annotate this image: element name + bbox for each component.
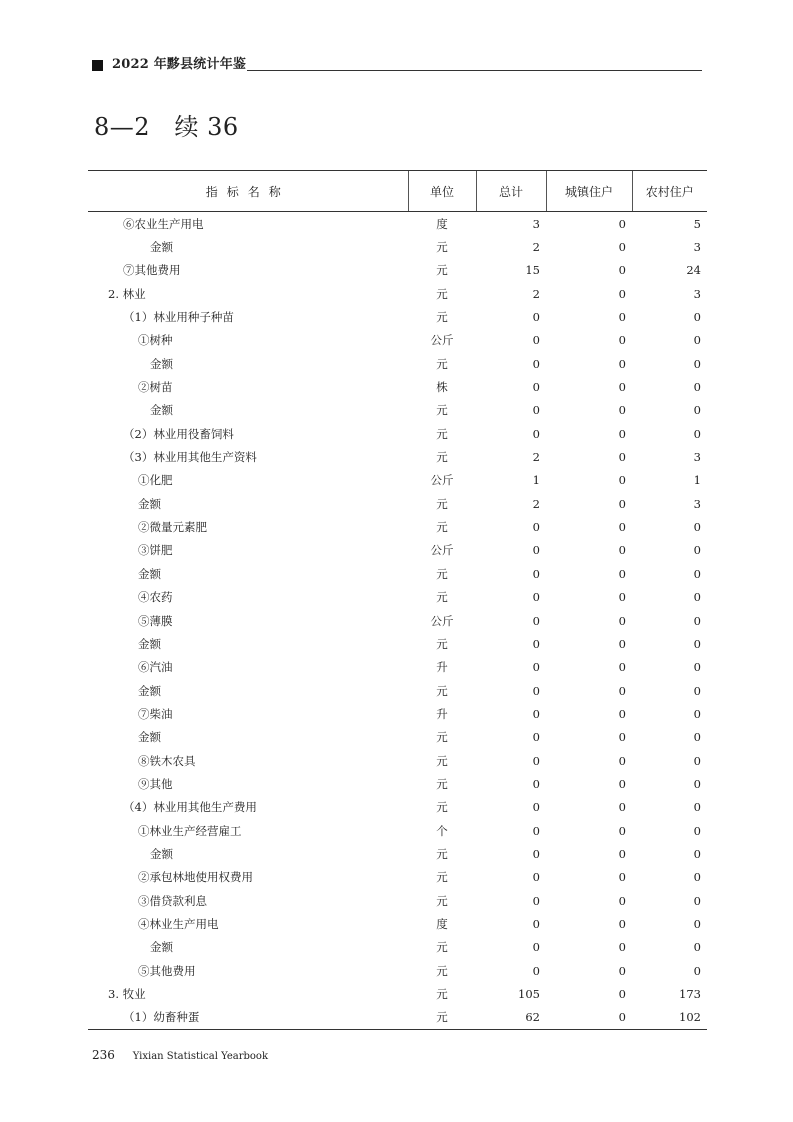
row-rural: 0 [693, 753, 701, 768]
row-unit: 元 [436, 730, 448, 745]
row-rural: 173 [679, 987, 701, 1002]
row-total: 0 [532, 776, 540, 791]
row-urban: 0 [618, 730, 626, 745]
row-rural: 1 [693, 473, 701, 488]
row-name: ⑦其他费用 [123, 263, 181, 278]
row-unit: 元 [436, 590, 448, 605]
row-unit: 公斤 [430, 613, 454, 628]
row-name: ①林业生产经营雇工 [138, 823, 242, 838]
footer-yearbook-name: Yixian Statistical Yearbook [132, 1051, 269, 1062]
row-urban: 0 [618, 916, 626, 931]
row-urban: 0 [618, 987, 626, 1002]
row-name: ④林业生产用电 [138, 916, 219, 931]
row-urban: 0 [618, 706, 626, 721]
column-header-indicator: 指标名称 [88, 171, 408, 212]
row-urban: 0 [618, 520, 626, 535]
row-rural: 0 [693, 613, 701, 628]
row-total: 2 [532, 450, 540, 465]
row-urban: 0 [618, 823, 626, 838]
row-rural: 0 [693, 543, 701, 558]
row-urban: 0 [618, 263, 626, 278]
row-total: 62 [476, 1006, 546, 1030]
row-unit: 元 [436, 450, 448, 465]
row-total: 0 [532, 963, 540, 978]
table-row [88, 936, 707, 959]
row-urban: 0 [618, 496, 626, 511]
row-urban: 0 [618, 543, 626, 558]
table-row [88, 609, 707, 632]
table-row [88, 586, 707, 609]
row-unit: 元 [436, 426, 448, 441]
row-urban: 0 [618, 566, 626, 581]
row-urban: 0 [618, 846, 626, 861]
row-total: 0 [532, 613, 540, 628]
row-total: 0 [532, 660, 540, 675]
table-row [88, 1006, 707, 1030]
row-rural: 5 [693, 216, 701, 231]
row-rural: 0 [693, 800, 701, 815]
row-name: 金额 [150, 356, 173, 371]
table-row [88, 656, 707, 679]
table-row [88, 562, 707, 585]
row-unit: 元 [436, 520, 448, 535]
table-title: 8—2 续 36 [94, 113, 239, 141]
row-rural: 0 [693, 356, 701, 371]
row-name: 2. 林业 [108, 286, 146, 301]
row-urban: 0 [618, 450, 626, 465]
row-urban: 0 [618, 426, 626, 441]
square-bullet-icon [92, 60, 103, 71]
row-unit: 元 [436, 636, 448, 651]
row-rural: 0 [693, 566, 701, 581]
column-header-rural: 农村住户 [632, 171, 707, 212]
row-name: （2）林业用役畜饲料 [123, 426, 234, 441]
table-row [88, 352, 707, 375]
row-unit: 升 [436, 660, 448, 675]
row-urban: 0 [618, 893, 626, 908]
row-total: 2 [532, 286, 540, 301]
row-unit: 元 [436, 286, 448, 301]
row-total: 0 [532, 566, 540, 581]
row-unit: 公斤 [430, 473, 454, 488]
row-name: ②树苗 [138, 380, 173, 395]
row-name: ⑨其他 [138, 776, 173, 791]
table-row [88, 796, 707, 819]
row-total: 0 [532, 426, 540, 441]
table-row [88, 679, 707, 702]
row-urban: 0 [618, 380, 626, 395]
table-row [88, 445, 707, 468]
row-unit: 元 [436, 753, 448, 768]
row-name: 金额 [150, 846, 173, 861]
row-total: 0 [532, 356, 540, 371]
row-urban: 0 [618, 403, 626, 418]
table-row [88, 819, 707, 842]
row-unit: 元 [436, 496, 448, 511]
row-total: 0 [532, 520, 540, 535]
row-name: （3）林业用其他生产资料 [123, 450, 257, 465]
header-rule [247, 70, 702, 71]
row-name: （1）幼畜种蛋 [88, 1006, 408, 1030]
row-total: 3 [532, 216, 540, 231]
table-row [88, 259, 707, 282]
row-urban: 0 [618, 216, 626, 231]
row-name: ③借贷款利息 [138, 893, 207, 908]
row-unit: 度 [436, 216, 448, 231]
row-total: 0 [532, 870, 540, 885]
page-number: 236 [92, 1048, 115, 1062]
table-row [88, 539, 707, 562]
row-urban: 0 [618, 940, 626, 955]
table-row [88, 212, 707, 236]
row-urban: 0 [618, 636, 626, 651]
column-header-unit: 单位 [408, 171, 476, 212]
row-name: ⑧铁木农具 [138, 753, 196, 768]
row-unit: 元 [436, 403, 448, 418]
table-row [88, 702, 707, 725]
row-rural: 0 [693, 706, 701, 721]
row-total: 0 [532, 543, 540, 558]
row-unit: 公斤 [430, 333, 454, 348]
row-rural: 3 [693, 450, 701, 465]
row-urban: 0 [618, 963, 626, 978]
row-name: ②承包林地使用权费用 [138, 870, 253, 885]
row-rural: 24 [686, 263, 701, 278]
row-name: ③饼肥 [138, 543, 173, 558]
row-total: 2 [532, 496, 540, 511]
row-name: ②微量元素肥 [138, 520, 207, 535]
row-unit: 度 [436, 916, 448, 931]
row-total: 0 [532, 730, 540, 745]
row-name: ④农药 [138, 590, 173, 605]
row-rural: 0 [693, 683, 701, 698]
row-name: 金额 [150, 403, 173, 418]
row-total: 0 [532, 590, 540, 605]
row-total: 0 [532, 940, 540, 955]
row-unit: 元 [436, 310, 448, 325]
table-row [88, 422, 707, 445]
statistics-table [88, 170, 707, 1030]
row-total: 15 [525, 263, 540, 278]
row-name: 金额 [138, 636, 161, 651]
row-urban: 0 [618, 240, 626, 255]
row-total: 0 [532, 893, 540, 908]
table-row [88, 982, 707, 1005]
row-rural: 102 [632, 1006, 707, 1030]
table-row [88, 282, 707, 305]
table-row [88, 399, 707, 422]
row-rural: 0 [693, 403, 701, 418]
row-unit: 元 [436, 356, 448, 371]
row-name: ⑥汽油 [138, 660, 173, 675]
row-total: 0 [532, 333, 540, 348]
row-total: 0 [532, 823, 540, 838]
row-total: 0 [532, 403, 540, 418]
row-rural: 0 [693, 333, 701, 348]
table-header-row [88, 171, 707, 212]
row-name: 金额 [138, 730, 161, 745]
row-unit: 元 [436, 963, 448, 978]
row-total: 2 [532, 240, 540, 255]
row-total: 0 [532, 706, 540, 721]
row-rural: 0 [693, 916, 701, 931]
row-rural: 0 [693, 520, 701, 535]
table-row [88, 305, 707, 328]
row-rural: 0 [693, 426, 701, 441]
running-header [92, 57, 702, 77]
row-unit: 个 [436, 823, 448, 838]
row-rural: 0 [693, 870, 701, 885]
row-rural: 0 [693, 310, 701, 325]
row-rural: 0 [693, 846, 701, 861]
row-name: ①化肥 [138, 473, 173, 488]
table-row [88, 492, 707, 515]
row-unit: 元 [436, 776, 448, 791]
row-urban: 0 [618, 776, 626, 791]
table-row [88, 772, 707, 795]
table-row [88, 632, 707, 655]
table-row [88, 889, 707, 912]
table-body [88, 212, 707, 1030]
row-name: 3. 牧业 [108, 987, 146, 1002]
row-rural: 0 [693, 636, 701, 651]
row-name: ①树种 [138, 333, 173, 348]
row-name: ⑥农业生产用电 [123, 216, 204, 231]
row-unit: 公斤 [430, 543, 454, 558]
row-unit: 元 [436, 870, 448, 885]
row-total: 0 [532, 916, 540, 931]
row-urban: 0 [618, 356, 626, 371]
row-urban: 0 [618, 473, 626, 488]
row-name: ⑤薄膜 [138, 613, 173, 628]
row-total: 0 [532, 753, 540, 768]
table-row [88, 469, 707, 492]
row-total: 105 [518, 987, 540, 1002]
table-row [88, 749, 707, 772]
row-total: 0 [532, 800, 540, 815]
row-name: 金额 [138, 496, 161, 511]
column-header-total: 总计 [476, 171, 546, 212]
row-rural: 0 [693, 893, 701, 908]
row-rural: 0 [693, 823, 701, 838]
table-row [88, 912, 707, 935]
row-name: 金额 [138, 683, 161, 698]
row-unit: 元 [436, 683, 448, 698]
row-unit: 株 [436, 380, 448, 395]
row-unit: 元 [436, 846, 448, 861]
table-row [88, 726, 707, 749]
table-row [88, 866, 707, 889]
row-rural: 3 [693, 286, 701, 301]
row-urban: 0 [618, 613, 626, 628]
row-name: 金额 [150, 940, 173, 955]
row-total: 0 [532, 636, 540, 651]
column-header-urban: 城镇住户 [546, 171, 632, 212]
table-row [88, 959, 707, 982]
page-footer [92, 1048, 268, 1064]
row-total: 0 [532, 310, 540, 325]
row-name: （1）林业用种子种苗 [123, 310, 234, 325]
row-unit: 元 [436, 893, 448, 908]
table-row [88, 842, 707, 865]
row-unit: 元 [436, 263, 448, 278]
row-urban: 0 [618, 870, 626, 885]
row-urban: 0 [618, 753, 626, 768]
row-unit: 元 [436, 940, 448, 955]
row-unit: 元 [408, 1006, 476, 1030]
row-total: 0 [532, 380, 540, 395]
row-urban: 0 [618, 310, 626, 325]
row-name: ⑤其他费用 [138, 963, 196, 978]
row-urban: 0 [546, 1006, 632, 1030]
row-unit: 元 [436, 566, 448, 581]
row-unit: 元 [436, 987, 448, 1002]
row-total: 0 [532, 846, 540, 861]
row-rural: 0 [693, 590, 701, 605]
row-total: 0 [532, 683, 540, 698]
table-row [88, 375, 707, 398]
yearbook-header-title: 2022 年黟县统计年鉴 [112, 57, 247, 72]
row-urban: 0 [618, 590, 626, 605]
row-rural: 0 [693, 660, 701, 675]
row-unit: 元 [436, 240, 448, 255]
row-name: 金额 [138, 566, 161, 581]
row-name: 金额 [150, 240, 173, 255]
row-unit: 升 [436, 706, 448, 721]
row-name: ⑦柴油 [138, 706, 173, 721]
row-urban: 0 [618, 683, 626, 698]
row-rural: 0 [693, 730, 701, 745]
row-rural: 3 [693, 240, 701, 255]
row-rural: 3 [693, 496, 701, 511]
row-rural: 0 [693, 776, 701, 791]
table-row [88, 515, 707, 538]
row-unit: 元 [436, 800, 448, 815]
row-urban: 0 [618, 660, 626, 675]
row-urban: 0 [618, 286, 626, 301]
row-urban: 0 [618, 333, 626, 348]
row-rural: 0 [693, 963, 701, 978]
row-urban: 0 [618, 800, 626, 815]
row-name: （4）林业用其他生产费用 [123, 800, 257, 815]
row-total: 1 [532, 473, 540, 488]
table-row [88, 329, 707, 352]
row-rural: 0 [693, 380, 701, 395]
row-rural: 0 [693, 940, 701, 955]
table-row [88, 235, 707, 258]
